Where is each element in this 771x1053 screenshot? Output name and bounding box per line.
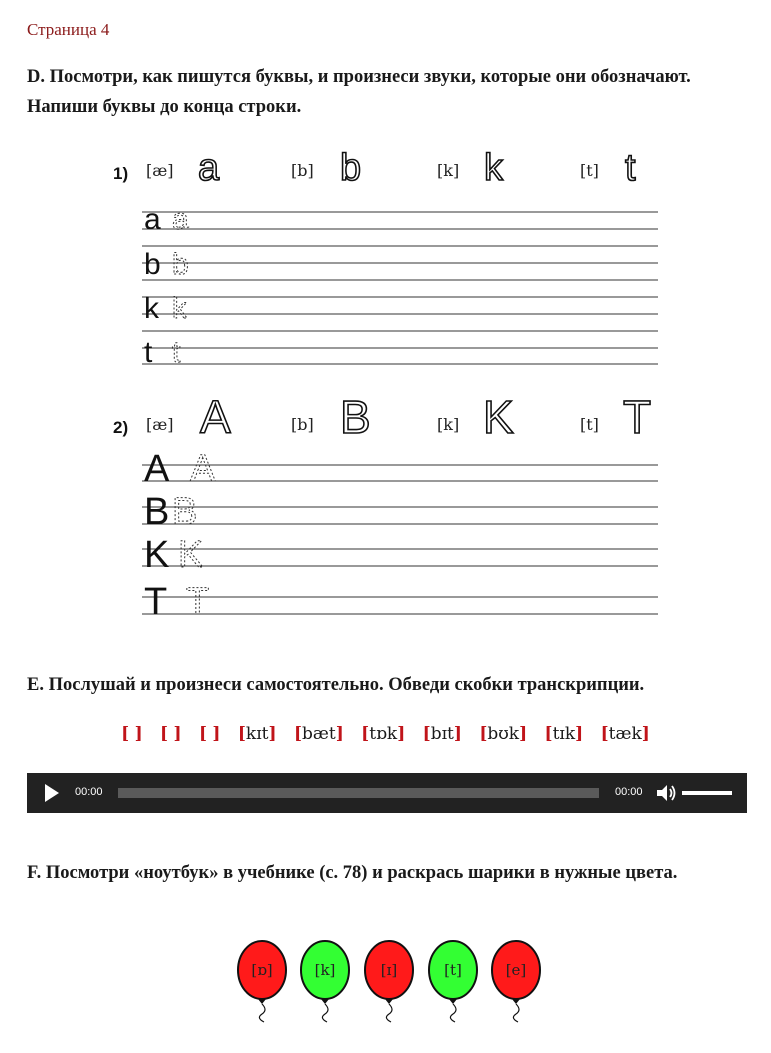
bracket-close: ] [641,724,650,744]
current-time: 00:00 [75,786,103,798]
row1-practice-letter-k: k [144,292,159,325]
transcription-item[interactable] [361,724,405,744]
bracket-open: [ [293,724,302,744]
transcription-item[interactable] [423,724,462,744]
balloon-label: [t] [444,961,462,979]
volume-slider[interactable] [682,791,732,795]
duration-time: 00:00 [615,786,643,798]
row2-trace-letter-a: A [190,448,216,490]
transcription-item[interactable] [601,724,650,744]
row1-model-letter-t: t [625,147,636,189]
row2-model-letter-b: B [340,391,371,443]
row1-trace-letter-k: k [172,292,187,325]
transcription-text: kɪt [245,724,269,744]
row1-practice-letter-a: a [144,203,161,236]
bracket-close: ] [519,724,528,744]
bracket-open: [ [600,724,609,744]
balloon-string [259,1004,265,1022]
row2-phoneme-t: [t] [580,415,599,434]
balloon-string [450,1004,456,1022]
row2-practice-letter-a: A [144,448,170,490]
balloon[interactable] [301,941,349,1022]
balloon-string [386,1004,392,1022]
task-d-title: D. Посмотри, как пишутся буквы, и произнеси звуки, которые они обозначают. Напиши буквы до конца строки. [27,67,691,117]
transcription-text: bʊk [487,724,520,744]
balloon-label: [e] [505,961,527,979]
row2-practice-letter-b: B [144,491,170,533]
transcription-text: bæt [301,724,336,744]
bracket-close: ] [212,724,221,744]
row2-model-letter-a: A [200,391,231,443]
row1-phoneme-b: [b] [291,161,314,180]
progress-bar[interactable] [118,788,599,798]
transcription-item[interactable] [121,724,143,744]
row2-phoneme-k: [k] [437,415,460,434]
volume-icon[interactable] [655,783,677,803]
balloon-label: [ɒ] [251,961,273,979]
balloon[interactable] [365,941,413,1022]
row1-phoneme-k: [k] [437,161,460,180]
row2-number: 2) [113,418,129,437]
bracket-close: ] [397,724,406,744]
transcription-item[interactable] [199,724,221,744]
row1-practice-letter-b: b [144,248,161,281]
row1-trace-letter-a: a [172,203,189,236]
bracket-close: ] [268,724,277,744]
bracket-open: [ [422,724,431,744]
row2-practice-lines [142,465,658,614]
row1-model-letter-k: k [484,147,503,189]
balloon[interactable] [429,941,477,1022]
row2-model-letter-t: T [623,391,652,443]
audio-player [27,773,747,813]
balloon-knot [321,999,329,1004]
balloon-string [513,1004,519,1022]
row1-number: 1) [113,164,129,183]
row2-practice-letter-t: T [144,581,168,623]
bracket-close: ] [173,724,182,744]
row1-phoneme-a: [æ] [146,161,174,180]
row2-trace-letter-k: K [178,534,204,576]
balloon-knot [512,999,520,1004]
transcription-item[interactable] [294,724,344,744]
row2-trace-letter-b: B [172,491,198,533]
page-label: Страница 4 [27,20,110,39]
row2-model-letter-k: K [483,391,514,443]
row1-practice-letter-t: t [144,336,153,369]
row1-phoneme-t: [t] [580,161,599,180]
task-e-title: E. Послушай и произнеси самостоятельно. Обведи скобки транскрипции. [27,675,645,695]
transcription-item[interactable] [238,724,277,744]
row2-practice-letter-k: K [144,534,170,576]
row2-phoneme-b: [b] [291,415,314,434]
bracket-open: [ [237,724,246,744]
row1-trace-letter-b: b [172,248,189,281]
bracket-open: [ [361,724,370,744]
row1-model-letter-a: a [198,147,220,189]
balloon-knot [449,999,457,1004]
transcription-item[interactable] [479,724,527,744]
bracket-close: ] [453,724,462,744]
bracket-open: [ [160,724,169,744]
task-f-title: F. Посмотри «ноутбук» в учебнике (с. 78) и раскрась шарики в нужные цвета. [27,863,678,883]
balloon-label: [k] [314,961,336,979]
balloon[interactable] [492,941,540,1022]
bracket-close: ] [134,724,143,744]
transcription-text: tɒk [369,724,398,744]
row1-trace-letter-t: t [172,336,181,369]
transcription-text: tɪk [552,724,576,744]
transcription-text: bɪt [430,724,454,744]
balloon-string [322,1004,328,1022]
transcription-text: tæk [608,724,642,744]
transcription-list [0,724,771,744]
balloon[interactable] [238,941,286,1022]
row2-phoneme-a: [æ] [146,415,174,434]
bracket-open: [ [479,724,488,744]
row1-model-letter-b: b [340,147,362,189]
balloon-knot [385,999,393,1004]
bracket-open: [ [198,724,207,744]
balloon-knot [258,999,266,1004]
bracket-close: ] [575,724,584,744]
bracket-close: ] [335,724,344,744]
balloon-group [238,941,540,1022]
bracket-open: [ [544,724,553,744]
balloon-label: [ɪ] [380,961,398,979]
row2-trace-letter-t: T [186,581,210,623]
bracket-open: [ [121,724,130,744]
row1-practice-lines [142,212,658,364]
transcription-item[interactable] [545,724,584,744]
transcription-item[interactable] [160,724,182,744]
play-icon[interactable] [45,784,59,802]
